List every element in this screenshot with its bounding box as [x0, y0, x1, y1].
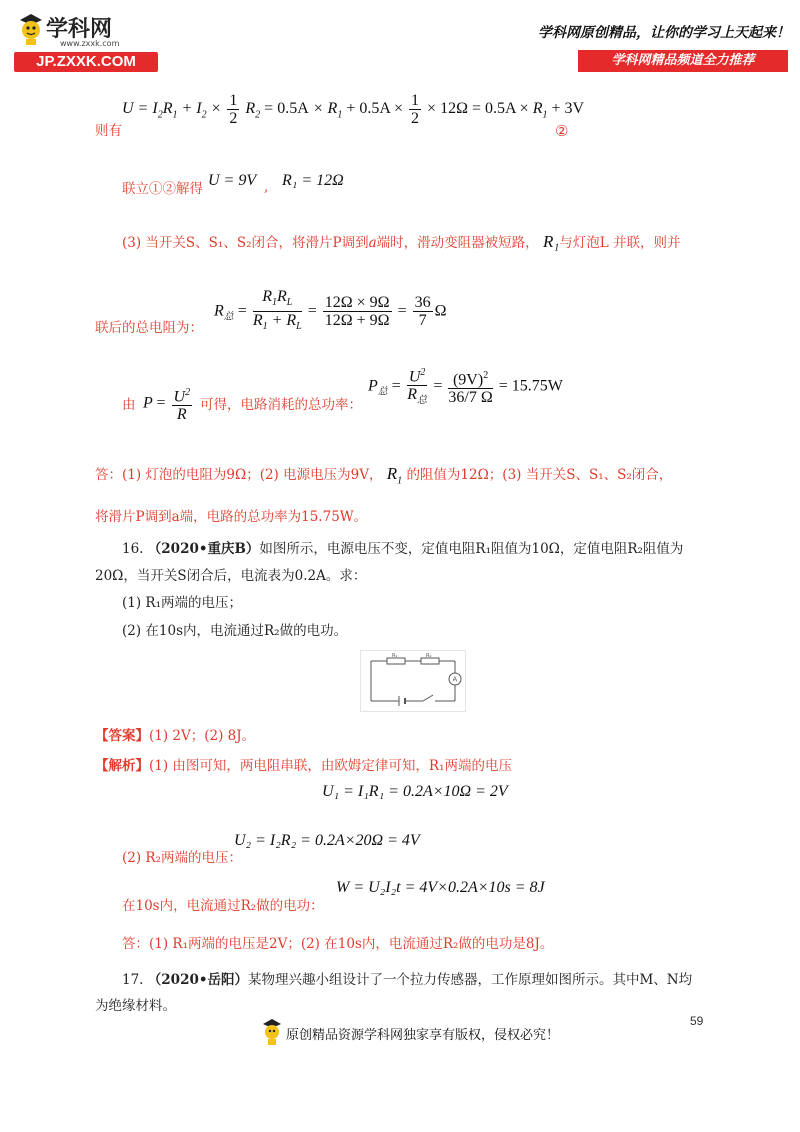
parallel-prefix: 联后的总电阻为：: [95, 320, 203, 336]
q17-number: 17.: [122, 972, 144, 988]
mascot-icon: [18, 12, 44, 46]
header-banner: 学科网精品频道全力推荐: [578, 50, 788, 72]
footer-mascot-icon: [262, 1018, 282, 1046]
q16-text-b: 20Ω，当开关S闭合后，电流表为0.2A。求：: [95, 568, 367, 584]
power-equation: $P_总$ = $\frac{U^2}{R_总}$ = $\frac{(9V)^2}{36/7 \Omega}$ = 15.75W: [368, 364, 563, 410]
sol16-eq1: U₁ = I₁R₁ = 0.2A×10Ω = 2V: [322, 783, 508, 800]
q17-text-a: 某物理兴趣小组设计了一个拉力传感器，工作原理如图所示。其中M、N均: [247, 972, 693, 988]
q16-line1: [122, 539, 683, 559]
q17-source: （2020•岳阳）: [147, 972, 248, 988]
q17-text-b: 为绝缘材料。: [95, 998, 176, 1014]
logo-subtext: www.zxxk.com: [60, 39, 120, 48]
part3-a: a: [368, 235, 377, 251]
q16-text-a: 如图所示，电源电压不变，定值电阻R₁阻值为10Ω，定值电阻R₂阻值为: [259, 541, 684, 557]
circuit-ammeter-label: A: [452, 675, 458, 684]
solve-prefix: 联立①②解得: [122, 181, 203, 197]
circuit-r1-label: R₁: [392, 653, 398, 659]
eq2-mark: ②: [555, 122, 569, 140]
page-number: 59: [690, 1014, 704, 1028]
ans16-line: [95, 726, 255, 746]
answer15-line2: 将滑片P调到a端，电路的总功率为15.75W。: [95, 509, 368, 525]
parallel-equation: $R_总$ = $\frac{R_1R_L}{R_1 + R_L}$ = $\frac{12\Omega \times 9\Omega}{12\Omega + 9\Omega}$ = $\frac{36}{7}$ Ω: [214, 288, 447, 333]
header-slogan: 学科网原创精品，让你的学习上天起来！: [538, 25, 790, 41]
power-result: = 15.75W: [498, 377, 563, 395]
sol16-eq3: W = U₂I₂t = 4V×0.2A×10s = 8J: [336, 879, 545, 896]
header: [0, 0, 800, 80]
sol16-p3: 在10s内，电流通过R₂做的电功：: [122, 898, 324, 914]
power-formula: P = $\frac{U^2}{R}$: [143, 384, 194, 423]
ans16-text: (1) 2V；(2) 8J。: [149, 728, 256, 744]
power-prefix-b: 可得，电路消耗的总功率：: [200, 397, 362, 413]
answer15-r1: $R_1$: [386, 464, 403, 487]
site-url-badge[interactable]: JP.ZXXK.COM: [14, 52, 158, 72]
circuit-diagram: [360, 650, 466, 712]
part3-line: [122, 232, 681, 253]
part3-text-a: (3) 当开关S、S₁、S₂闭合，将滑片P调到: [122, 235, 369, 251]
q17-line1: [122, 970, 692, 990]
solve-u: U = 9V: [208, 172, 257, 189]
sol16-p2: (2) R₂两端的电压：: [122, 850, 242, 866]
answer15-line1-a: 答：(1) 灯泡的电阻为9Ω；(2) 电源电压为9V，: [95, 467, 383, 483]
circuit-switch: [423, 695, 433, 701]
footer-copyright: 原创精品资源学科网独家享有版权，侵权必究！: [286, 1028, 560, 1043]
part3-r1: R₁: [542, 232, 560, 251]
sol16-text: (1) 由图可知，两电阻串联，由欧姆定律可知，R₁两端的电压: [149, 758, 512, 774]
sol16-line: [95, 756, 512, 776]
equation-2: $U = I_2R_1 + I_2$ × $\frac{1}{2}$ $R_2 = 0.5A \times R_1 + 0.5A$ × $\frac{1}{2}$ × $12\Omega = 0.5A \times R_1 + 3V$: [122, 92, 585, 127]
q16-sub2: (2) 在10s内，电流通过R₂做的电功。: [122, 623, 348, 639]
sol16-tag: 【解析】: [95, 758, 149, 774]
sol16-eq2: U₂ = I₂R₂ = 0.2A×20Ω = 4V: [234, 832, 420, 849]
solve-r1: R₁ = 12Ω: [282, 172, 344, 189]
logo-text: 学科网: [46, 17, 113, 42]
part3-text-b: 端时，滑动变阻器被短路，: [376, 235, 539, 251]
q16-sub1: (1) R₁两端的电压；: [122, 595, 242, 611]
answer15-line1: [95, 464, 672, 491]
ans16-final: 答：(1) R₁两端的电压是2V；(2) 在10s内，电流通过R₂做的电功是8J。: [122, 936, 554, 952]
power-prefix-a: 由: [122, 397, 136, 413]
eq2-prefix: 则有: [95, 123, 122, 139]
circuit-r2-label: R₂: [426, 653, 432, 659]
q16-number: 16.: [122, 541, 144, 557]
ans16-tag: 【答案】: [95, 728, 149, 744]
q16-source: （2020•重庆B）: [147, 541, 260, 557]
solve-comma: ,: [264, 179, 269, 195]
answer15-line1-b: 的阻值为12Ω；(3) 当开关S、S₁、S₂闭合，: [406, 467, 673, 483]
part3-text-c: 与灯泡L 并联，则并: [559, 235, 681, 251]
